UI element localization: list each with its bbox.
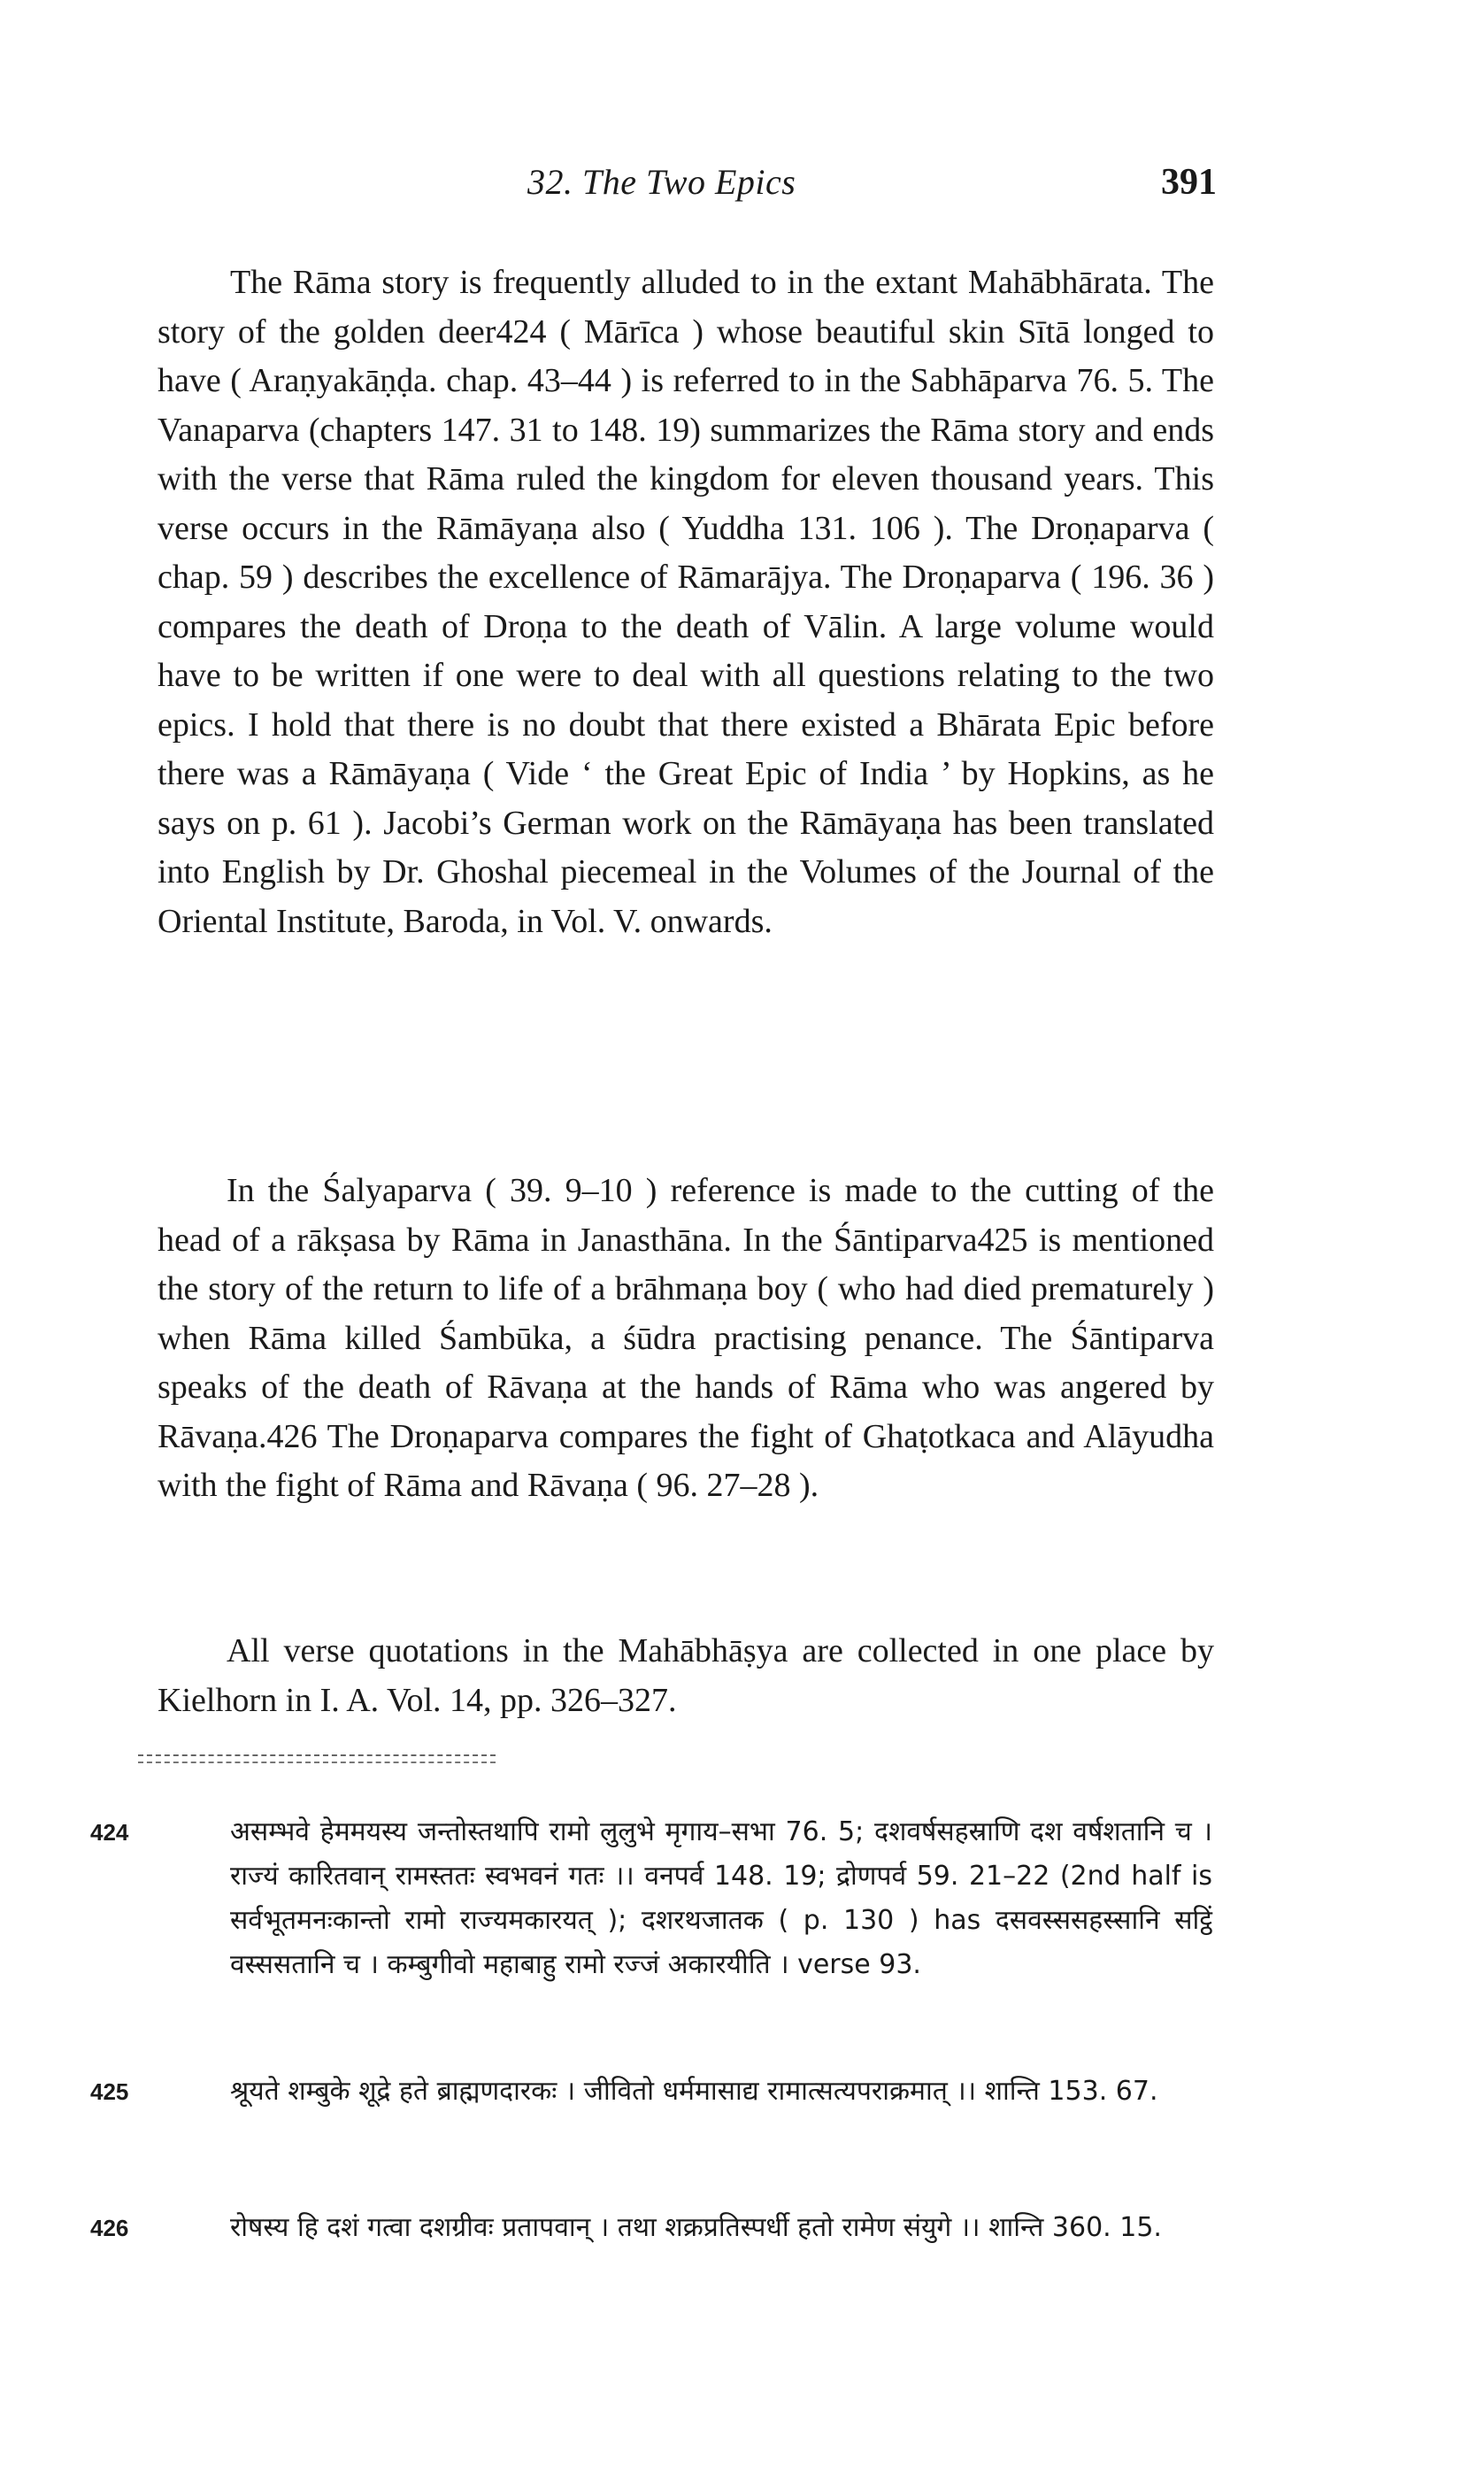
paragraph-rama-story: The Rāma story is frequently alluded to in the extant Mahābhārata. The story of the golden deer424 ( Mārīca ) whose beautiful skin Sītā longed to have ( Araṇyakāṇḍa. chap. 43–44 ) is referred to in the Sabhāparva 76. 5. The Vanaparva (chapters 147. 31 to 148. 19) summarizes the Rāma story and ends with the verse that Rāma ruled the kingdom for eleven thousand years. This verse occurs in the Rāmāyaṇa also ( Yuddha 131. 106 ). The Droṇaparva ( chap. 59 ) describes the excellence of Rāmarājya. The Droṇaparva ( 196. 36 ) compares the death of Droṇa to the death of Vālin. A large volume would have to be written if one were to deal with all questions relating to the two epics. I hold that there is no doubt that there existed a Bhārata Epic before there was a Rāmāyaṇa ( Vide ‘ the Great Epic of India ’ by Hopkins, as he says on p. 61 ). Jacobi’s German work on the Rāmāyaṇa has been translated into English by Dr. Ghoshal piecemeal in the Volumes of the Journal of the Oriental Institute, Baroda, in Vol. V. onwards. bbox=[158, 264, 1214, 940]
footnote-text: रोषस्य हि दशं गत्वा दशग्रीवः प्रतापवान् । तथा शक्रप्रतिस्पर्धी हतो रामेण संयुगे ।। शान्ति 360. 15. bbox=[230, 2212, 1162, 2243]
footnote-text: श्रूयते शम्बुके शूद्रे हते ब्राह्मणदारकः । जीवितो धर्ममासाद्य रामात्सत्यपराक्रमात् ।। शान्ति 153. 67. bbox=[230, 2076, 1158, 2107]
footnote-text: असम्भवे हेममयस्य जन्तोस्तथापि रामो लुलुभे मृगाय–सभा 76. 5; दशवर्षसहस्राणि दश वर्षशतानि च । राज्यं कारितवान् रामस्ततः स्वभवनं गतः ।। वनपर्व 148. 19; द्रोणपर्व 59. 21–22 (2nd half is सर्वभूतमनःकान्तो रामो राज्यमकारयत् ); दशरथजातक ( p. 130 ) has दसवस्ससहस्सानि सट्ठिं वस्ससतानि च । कम्बुगीवो महाबाहु रामो रज्जं अकारयीति । verse 93. bbox=[230, 1816, 1212, 1980]
footnote-number: 424 bbox=[90, 1819, 129, 1846]
running-title: 32. The Two Epics bbox=[527, 162, 796, 202]
paragraph-mahabhasya: All verse quotations in the Mahābhāṣya are collected in one place by Kielhorn in I. A. Vol. 14, pp. 326–327. bbox=[158, 1632, 1214, 1719]
footnote-number: 426 bbox=[90, 2215, 129, 2241]
page-number: 391 bbox=[1161, 162, 1217, 203]
footnote-separator bbox=[138, 1754, 496, 1763]
running-head bbox=[0, 161, 1484, 214]
paragraph-salyaparva: In the Śalyaparva ( 39. 9–10 ) reference is made to the cutting of the head of a rākṣasa by Rāma in Janasthāna. In the Śāntiparva425 is mentioned the story of the return to life of a brāhmaṇa boy ( who had died prematurely ) when Rāma killed Śambūka, a śūdra practising penance. The Śāntiparva speaks of the death of Rāvaṇa at the hands of Rāma who was angered by Rāvaṇa.426 The Droṇaparva compares the fight of Ghaṭotkaca and Alāyudha with the fight of Rāma and Rāvaṇa ( 96. 27–28 ). bbox=[158, 1172, 1214, 1504]
footnote-number: 425 bbox=[90, 2078, 129, 2105]
